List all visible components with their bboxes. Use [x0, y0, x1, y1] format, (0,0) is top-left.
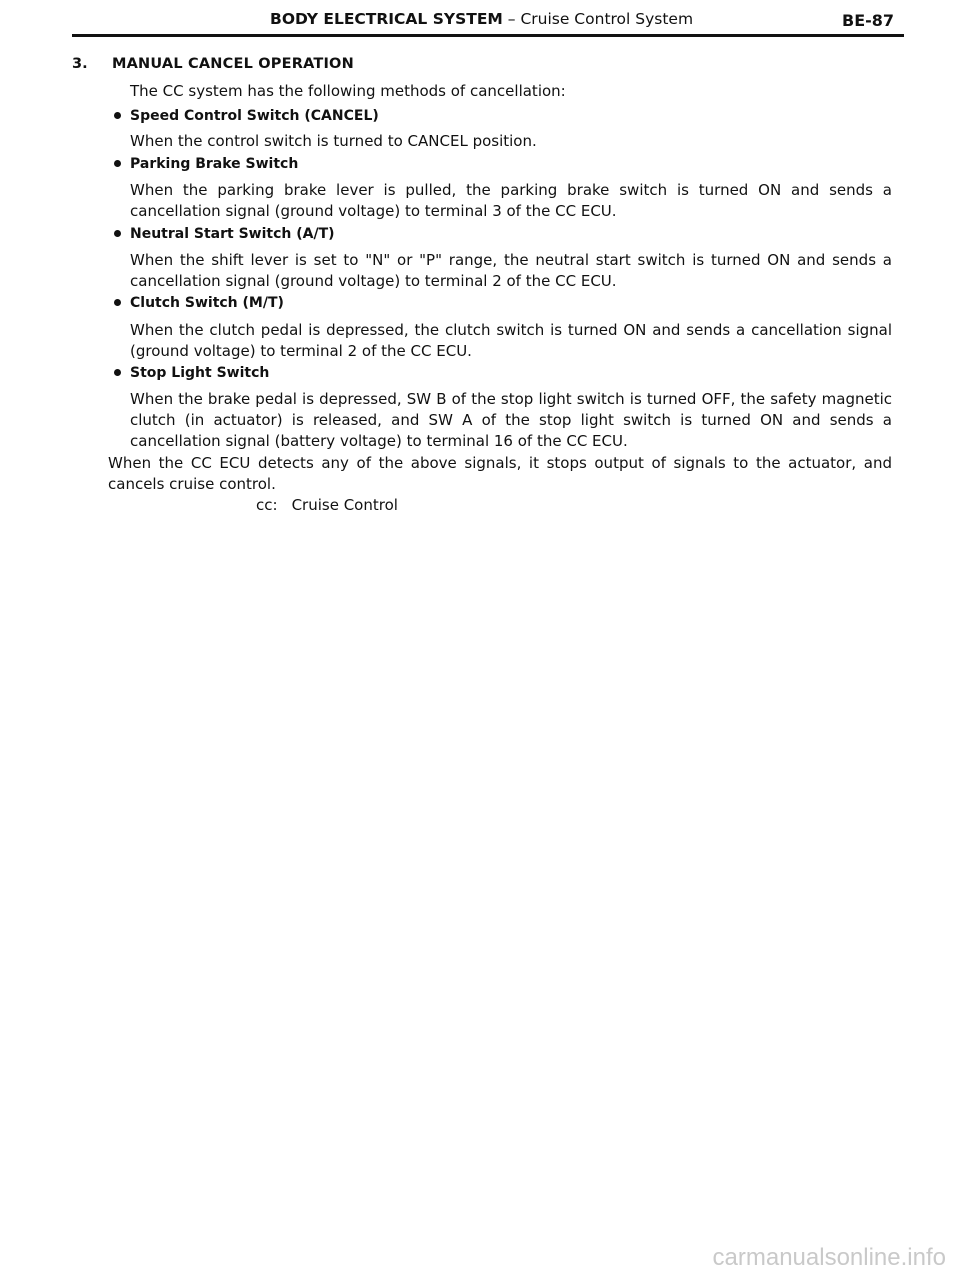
- list-item-heading: [114, 365, 269, 381]
- item-body: When the brake pedal is depressed, SW B of the stop light switch is turned OFF, the safety magnetic clutch (in actuator) is released, and SW A of the stop light switch is turned ON and sends a cancellation signal (battery voltage) to terminal 16 of the CC ECU.: [130, 390, 892, 450]
- bullet-icon: [114, 112, 121, 119]
- page-header: [0, 0, 960, 40]
- list-item-heading: [114, 226, 335, 242]
- bullet-icon: [114, 299, 121, 306]
- bullet-icon: [114, 369, 121, 376]
- header-title-subtitle: – Cruise Control System: [502, 10, 694, 28]
- page-number: BE-87: [842, 11, 895, 30]
- item-title: Speed Control Switch (CANCEL): [130, 108, 379, 124]
- header-title: [270, 10, 693, 28]
- item-body: When the shift lever is set to "N" or "P" range, the neutral start switch is turned ON and sends a cancellation signal (ground voltage) to terminal 2 of the CC ECU.: [130, 251, 892, 290]
- item-title: Stop Light Switch: [130, 365, 270, 381]
- footnote-meaning: Cruise Control: [291, 496, 398, 514]
- item-body: When the control switch is turned to CANCEL position.: [130, 132, 537, 150]
- item-title: Parking Brake Switch: [130, 156, 299, 172]
- closing-paragraph: When the CC ECU detects any of the above signals, it stops output of signals to the actuator, and cancels cruise control.: [108, 454, 892, 493]
- list-item-heading: [114, 108, 379, 124]
- section-number: 3.: [72, 56, 88, 72]
- item-title: Neutral Start Switch (A/T): [130, 226, 335, 242]
- bullet-icon: [114, 230, 121, 237]
- header-title-bold: BODY ELECTRICAL SYSTEM: [270, 10, 503, 28]
- list-item-heading: [114, 295, 284, 311]
- item-body: When the clutch pedal is depressed, the clutch switch is turned ON and sends a cancellation signal (ground voltage) to terminal 2 of the CC ECU.: [130, 321, 892, 360]
- section-title: MANUAL CANCEL OPERATION: [112, 56, 354, 72]
- section-intro: The CC system has the following methods of cancellation:: [130, 82, 566, 100]
- item-title: Clutch Switch (M/T): [130, 295, 284, 311]
- bullet-icon: [114, 160, 121, 167]
- watermark-text: carmanualsonline.info: [712, 1244, 946, 1271]
- list-item-heading: [114, 156, 298, 172]
- footnote: [256, 496, 398, 514]
- item-body: When the parking brake lever is pulled, the parking brake switch is turned ON and sends a cancellation signal (ground voltage) to terminal 3 of the CC ECU.: [130, 181, 892, 220]
- header-divider: [72, 34, 904, 37]
- footnote-abbr: cc:: [256, 496, 278, 514]
